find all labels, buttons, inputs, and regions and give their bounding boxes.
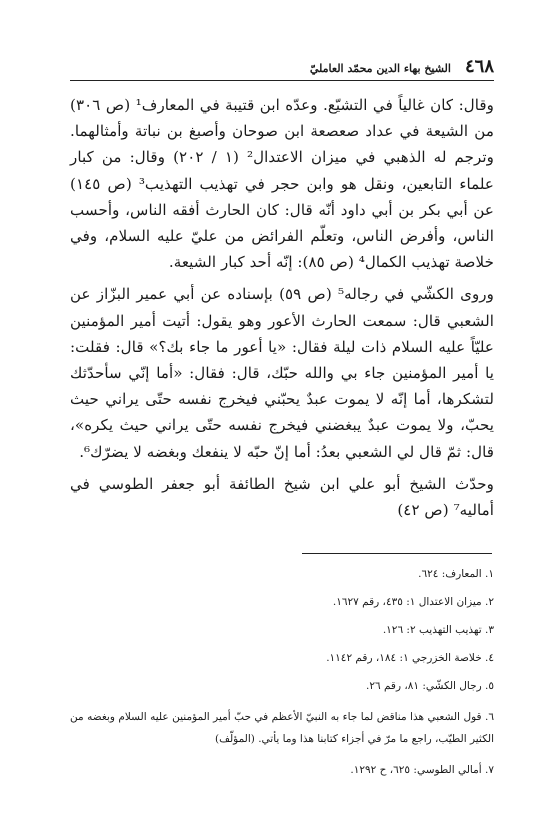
footnote-4: ٤. خلاصة الخزرجي ١: ١٨٤، رقم ١١٤٢.	[326, 652, 494, 664]
footnote-6: ٦. قول الشعبي هذا مناقض لما جاء به النبيّ الأعظم في حبّ أمير المؤمنين عليه السلام وبغضه من الكثير الطيّب، راجع ما مرّ في أجزاء كتابنا هذا وما يأتي. (المؤلّف)	[70, 711, 494, 745]
paragraph-3: وحدّث الشيخ أبو علي ابن شيخ الطائفة أبو جعفر الطوسي في أماليه⁷ (ص ٤٢)	[70, 474, 494, 520]
footnote-separator	[302, 553, 492, 554]
paragraph-1: وقال: كان غالياً في التشيّع. وعدّه ابن قتيبة في المعارف¹ (ص ٣٠٦) من الشيعة في عداد صعصعة ابن صوحان وأصبغ بن نباتة وأمثالهما. وترجم له الذهبي في ميزان الاعتدال² (١ / ٢٠٢) وقال: من كبار علماء التابعين، ونقل هو وابن حجر في تهذيب التهذيب³ (ص ١٤٥) عن أبي بكر بن أبي داود أنّه قال: كان الحارث أفقه الناس، وأحسب الناس، وأفرض الناس، وتعلّم الفرائض من عليّ عليه السلام، وفي خلاصة تهذيب الكمال⁴ (ص ٨٥): إنّه أحد كبار الشيعة.	[70, 96, 494, 272]
footnote-3: ٣. تهذيب التهذيب ٢: ١٢٦.	[382, 624, 494, 636]
paragraph-2: وروى الكشّي في رجاله⁵ (ص ٥٩) بإسناده عن أبي عمير البزّاز عن الشعبي قال: سمعت الحارث الأعور وهو يقول: أتيت أمير المؤمنين عليّاً عليه السلام ذات ليلة فقال: «يا أعور ما جاء بك؟» قال: فقلت: يا أمير المؤمنين جاء بي والله حبّك، قال: فقال: «أما إنّي سأحدّثك لتشكرها، أما إنّه لا يموت عبدٌ يحبّني فيخرج نفسه حتّى يراني حيث يحبّ، ولا يموت عبدٌ يبغضني فيخرج نفسه حتّى يراني حيث يكره»، قال: ثمّ قال لي الشعبي بعدُ: أما إنّ حبّه لا ينفعك وبغضه لا يضرّك⁶.	[70, 285, 494, 461]
page-number: ٤٦٨	[464, 56, 494, 77]
footnote-1: ١. المعارف: ٦٢٤.	[418, 568, 494, 580]
running-title: الشيخ بهاء الدين محمّد العامليّ	[309, 62, 451, 75]
footnote-2: ٢. ميزان الاعتدال ١: ٤٣٥، رقم ١٦٢٧.	[332, 596, 494, 608]
footnote-7: ٧. أمالي الطوسي: ٦٢٥، ح ١٢٩٢.	[350, 764, 494, 776]
footnote-5: ٥. رجال الكشّي: ٨١، رقم ٢٦.	[365, 680, 494, 692]
page-header	[70, 56, 494, 81]
main-text	[70, 92, 494, 523]
footnotes	[70, 566, 494, 790]
